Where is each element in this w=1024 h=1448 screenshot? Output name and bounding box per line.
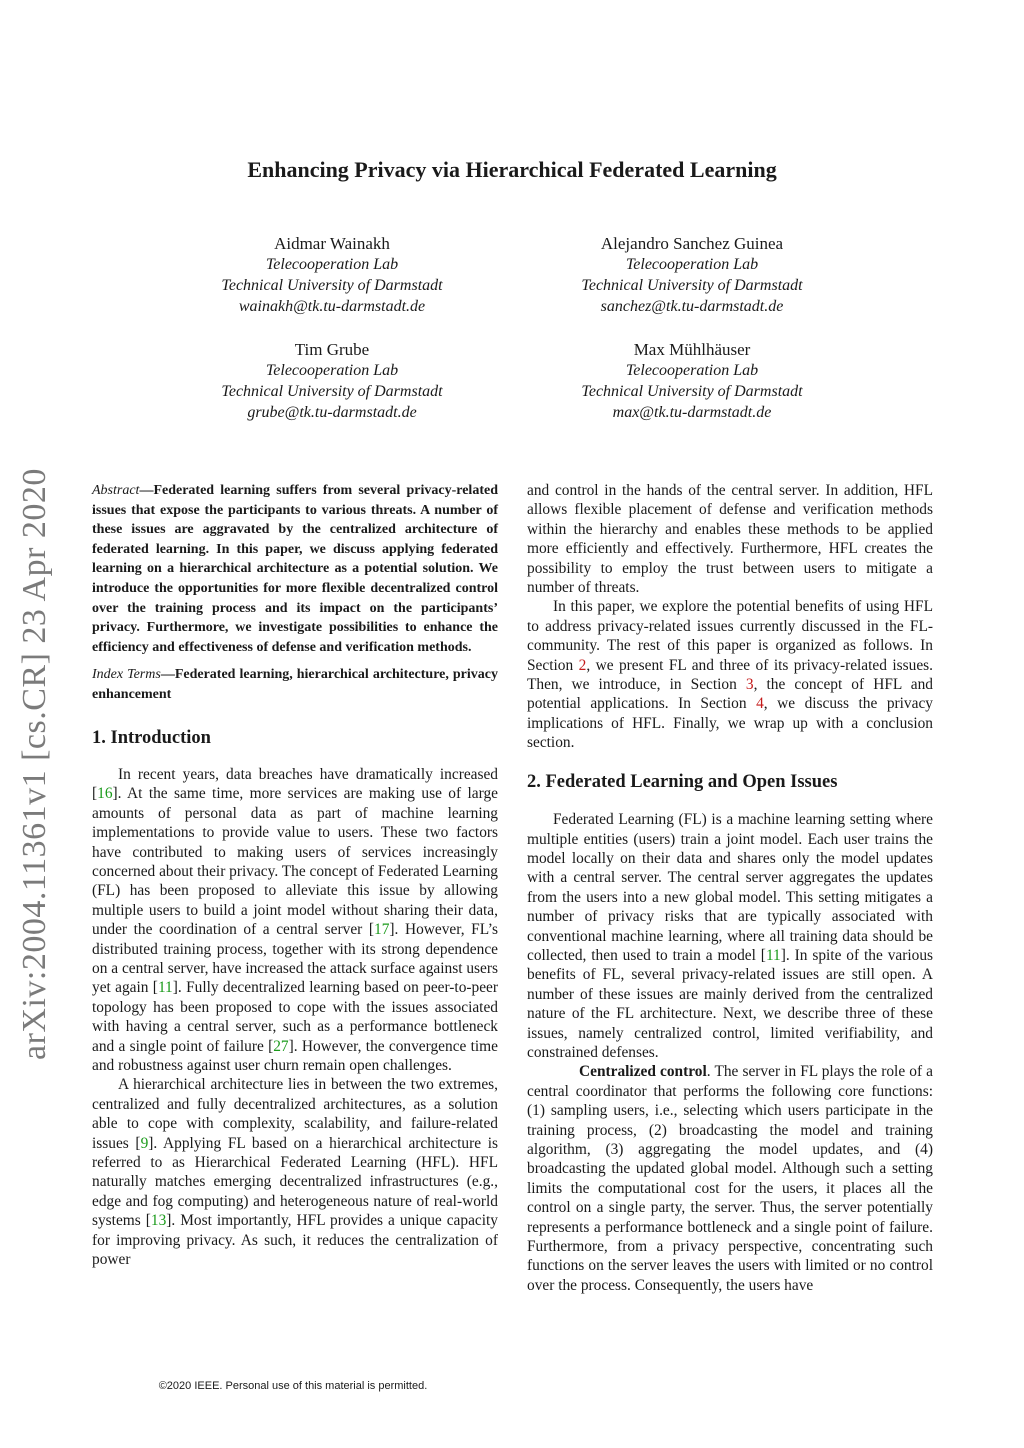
author-name: Tim Grube xyxy=(294,340,370,359)
section-ref-link[interactable]: 3 xyxy=(745,676,754,694)
paragraph xyxy=(92,765,498,1076)
author-block-4 xyxy=(502,339,882,423)
author-university: Technical University of Darmstadt xyxy=(581,383,803,400)
text-run: ]. However, FL’s distributed training process, together with its strong dependence on a central server, have increased the attack surface against users yet again [ xyxy=(92,921,498,997)
author-name: Max Mühlhäuser xyxy=(633,340,751,359)
author-name: Alejandro Sanchez Guinea xyxy=(600,234,784,253)
author-lab: Telecooperation Lab xyxy=(265,362,399,379)
paragraph: and control in the hands of the central server. In addition, HFL allows flexible placement of defense and verification methods within the hierarchy and enables these methods to be applied more efficiently and effectively. Furthermore, HFL creates the possibility to employ the trust between users to mitigate a number of threats. xyxy=(527,482,933,597)
section-ref-link[interactable]: 2 xyxy=(578,656,587,674)
paragraph-lead: Centralized control xyxy=(579,1063,707,1081)
author-lab: Telecooperation Lab xyxy=(625,362,759,379)
section-ref-link[interactable]: 4 xyxy=(756,695,764,713)
author-lab: Telecooperation Lab xyxy=(625,256,759,273)
text-run: , we discuss the privacy implications of HFL. Finally, we wrap up with a conclusion section. xyxy=(527,695,933,752)
text-run: In this paper, we explore the potential benefits of using HFL to address privacy-related issues currently discussed in the FL-community. The rest of this paper is organized as follows. In Section xyxy=(527,598,933,674)
index-terms xyxy=(92,665,498,704)
index-terms-label: Index Terms xyxy=(92,667,161,683)
text-run: In recent years, data breaches have dramatically increased [ xyxy=(92,765,498,803)
author-university: Technical University of Darmstadt xyxy=(221,383,443,400)
paragraph xyxy=(527,810,933,1062)
author-lab: Telecooperation Lab xyxy=(265,256,399,273)
author-block-1 xyxy=(142,233,522,317)
citation-link[interactable]: 13 xyxy=(150,1212,167,1230)
text-run: ]. At the same time, more services are making use of large amounts of personal data as part of machine learning implementations to provide value to users. These two factors have contributed to making users of services increasingly concerned about their privacy. The concept of Federated Learning (FL) has been proposed to alleviate this issue by allowing multiple users to build a joint model without sharing their data, under the coordination of a central server [ xyxy=(92,785,498,939)
index-terms-text: —Federated learning, hierarchical architecture, privacy enhancement xyxy=(92,667,498,702)
citation-link[interactable]: 11 xyxy=(157,979,173,997)
paragraph xyxy=(527,597,933,752)
author-university: Technical University of Darmstadt xyxy=(581,277,803,294)
text-run: ]. However, the convergence time and robustness against user churn remain open challenges. xyxy=(92,1037,498,1075)
text-run: . The server in FL plays the role of a central coordinator that performs the following core functions: (1) sampling users, i.e., selecting which users participate in the training process, (2) broadcasting the model and training algorithm, (3) aggregating the model updates, and (4) broadcasting the updated global model. Although such a setting limits the computational cost for the users, it places all the control on a single party, the server. Thus, the server potentially represents a performance bottleneck and a single point of failure. Furthermore, from a privacy perspective, concentrating such functions on the server leaves the users with limited or no control over the process. Consequently, the users have xyxy=(527,1063,934,1294)
citation-link[interactable]: 9 xyxy=(140,1134,149,1152)
text-run: , the concept of HFL and potential applications. In Section xyxy=(527,676,934,713)
citation-link[interactable]: 11 xyxy=(765,946,781,964)
section-heading-federated-learning: 2. Federated Learning and Open Issues xyxy=(527,771,838,792)
left-column xyxy=(92,481,498,1270)
text-run: ]. Most importantly, HFL provides a unique capacity for improving privacy. As such, it reduces the centralization of power xyxy=(92,1212,498,1269)
author-email[interactable]: max@tk.tu-darmstadt.de xyxy=(612,404,772,421)
abstract-label: Abstract xyxy=(92,483,140,498)
author-name: Aidmar Wainakh xyxy=(274,234,390,253)
section-heading-introduction: 1. Introduction xyxy=(92,727,211,748)
copyright-footer: ©2020 IEEE. Personal use of this material is permitted. xyxy=(158,1380,428,1392)
author-university: Technical University of Darmstadt xyxy=(221,277,443,294)
arxiv-identifier: arXiv:2004.11361v1 [cs.CR] 23 Apr 2020 xyxy=(16,468,53,1060)
author-email[interactable]: grube@tk.tu-darmstadt.de xyxy=(247,404,417,421)
text-run: Federated Learning (FL) is a machine learning setting where multiple entities (users) train a joint model. Each user trains the model locally on their data and shares only the model updates with a central server. The central server aggregates the updates from the users into a new global model. This setting mitigates a number of privacy risks that are typically associated with conventional machine learning, where all training data should be collected, then used to train a model [ xyxy=(527,811,933,964)
author-block-2 xyxy=(502,233,882,317)
author-email[interactable]: sanchez@tk.tu-darmstadt.de xyxy=(600,298,784,315)
text-run: ]. Applying FL based on a hierarchical architecture is referred to as Hierarchical Federated Learning (HFL). HFL naturally matches emerging decentralized infrastructures (e.g., edge and fog computing) and heterogeneous nature of real-world systems [ xyxy=(92,1134,498,1230)
text-run: A hierarchical architecture lies in between the two extremes, centralized and fully decentralized architectures, as a solution able to cope with complexity, scalability, and failure-related issues [ xyxy=(92,1076,498,1152)
abstract xyxy=(92,481,498,657)
paragraph xyxy=(92,1075,498,1269)
citation-link[interactable]: 17 xyxy=(374,921,390,939)
right-column xyxy=(527,481,933,1295)
text-run: ]. In spite of the various benefits of FL, several privacy-related issues are still open. A number of these issues are mainly derived from the centralized nature of the FL architecture. Next, we describe three of these issues, namely centralized control, limited verifiability, and constrained defenses. xyxy=(527,946,934,1061)
citation-link[interactable]: 27 xyxy=(273,1037,289,1055)
abstract-text: —Federated learning suffers from several privacy-related issues that expose the participants to various threats. A number of these issues are aggravated by the centralized architecture of federated learning. In this paper, we discuss applying federated learning on a hierarchical architecture as a potential solution. We introduce the opportunities for more flexible decentralized control over the training process and its impact on the participants’ privacy. Furthermore, we investigate possibilities to enhance the efficiency and effectiveness of defense and verification methods. xyxy=(92,483,498,655)
author-email[interactable]: wainakh@tk.tu-darmstadt.de xyxy=(238,298,426,315)
paper-title: Enhancing Privacy via Hierarchical Federated Learning xyxy=(247,157,777,182)
text-run: ]. Fully decentralized learning based on peer-to-peer topology has been proposed to cope with the issues associated with having a central server, such as a performance bottleneck and a single point of failure [ xyxy=(92,979,499,1055)
paragraph xyxy=(527,1062,933,1295)
text-run: , we present FL and three of its privacy-related issues. Then, we introduce, in Section xyxy=(527,656,933,694)
author-block-3 xyxy=(142,339,522,423)
citation-link[interactable]: 16 xyxy=(97,785,113,803)
